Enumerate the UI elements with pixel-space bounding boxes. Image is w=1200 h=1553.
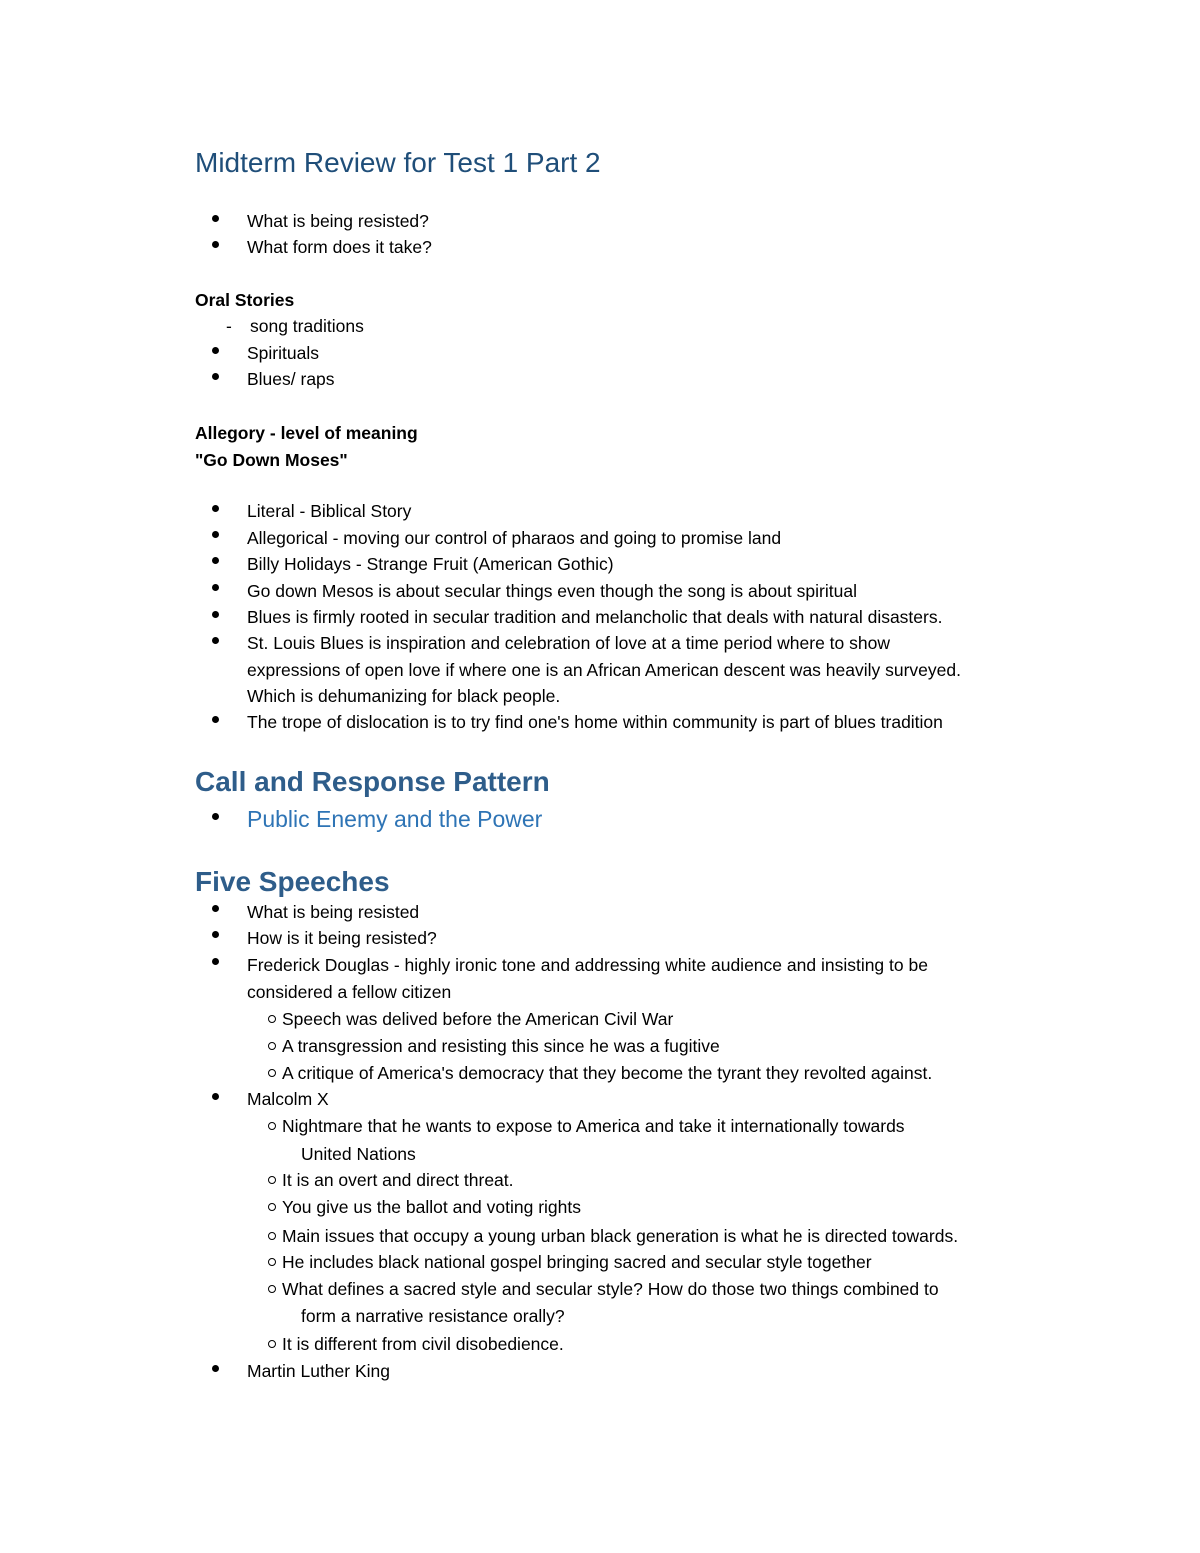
list-item: Billy Holidays - Strange Fruit (American Gothic) [247, 554, 614, 574]
section-heading-five-speeches: Five Speeches [195, 866, 390, 897]
list-item: Go down Mesos is about secular things even though the song is about spiritual [247, 581, 857, 601]
list-item: Martin Luther King [247, 1361, 390, 1381]
list-item: How is it being resisted? [247, 928, 437, 948]
bullet-icon [212, 905, 219, 912]
sub-list-item: A critique of America's democracy that they become the tyrant they revolted against. [282, 1063, 933, 1083]
bullet-icon [212, 958, 219, 965]
circle-bullet-icon [268, 1042, 276, 1050]
circle-bullet-icon [268, 1258, 276, 1266]
list-item: Allegorical - moving our control of pharaos and going to promise land [247, 528, 782, 548]
bullet-icon [212, 637, 219, 644]
list-item: Malcolm X [247, 1089, 329, 1109]
list-item-subheading: Public Enemy and the Power [247, 806, 543, 832]
section-heading-call-response: Call and Response Pattern [195, 766, 550, 797]
circle-bullet-icon [268, 1176, 276, 1184]
bullet-icon [212, 716, 219, 723]
bullet-icon [212, 215, 219, 222]
list-item: Blues/ raps [247, 369, 335, 389]
list-item-line: considered a fellow citizen [247, 982, 452, 1002]
list-item: Spirituals [247, 343, 319, 363]
sub-list-item: Speech was delived before the American Civil War [282, 1009, 674, 1029]
list-item: song traditions [250, 316, 364, 336]
bullet-icon [212, 557, 219, 564]
sub-list-item-line: Nightmare that he wants to expose to America and take it internationally towards [282, 1116, 905, 1136]
circle-bullet-icon [268, 1203, 276, 1211]
circle-bullet-icon [268, 1232, 276, 1240]
list-item-line: Which is dehumanizing for black people. [247, 686, 561, 706]
bullet-icon [212, 1093, 219, 1100]
list-item: The trope of dislocation is to try find one's home within community is part of blues tradition [247, 712, 943, 732]
bullet-icon [212, 347, 219, 354]
sub-list-item: He includes black national gospel bringing sacred and secular style together [282, 1252, 872, 1272]
bullet-icon [212, 611, 219, 618]
section-heading-oral-stories: Oral Stories [195, 290, 295, 310]
sub-list-item-line: What defines a sacred style and secular style? How do those two things combined to [282, 1279, 939, 1299]
section-heading-allegory: Allegory - level of meaning [195, 423, 418, 443]
list-item-line: expressions of open love if where one is an African American descent was heavily surveyed. [247, 660, 961, 680]
bullet-icon [212, 813, 219, 820]
bullet-icon [212, 505, 219, 512]
list-item: What is being resisted [247, 902, 420, 922]
page-title: Midterm Review for Test 1 Part 2 [195, 147, 601, 178]
list-item: Literal - Biblical Story [247, 501, 412, 521]
bullet-icon [212, 931, 219, 938]
bullet-icon [212, 531, 219, 538]
circle-bullet-icon [268, 1015, 276, 1023]
sub-list-item: Main issues that occupy a young urban black generation is what he is directed towards. [282, 1226, 959, 1246]
circle-bullet-icon [268, 1122, 276, 1130]
circle-bullet-icon [268, 1069, 276, 1077]
sub-list-item: You give us the ballot and voting rights [282, 1197, 582, 1217]
sub-list-item-line: United Nations [301, 1144, 416, 1164]
bullet-icon [212, 373, 219, 380]
circle-bullet-icon [268, 1340, 276, 1348]
section-subheading: "Go Down Moses" [195, 450, 348, 470]
list-item: What is being resisted? [247, 211, 429, 231]
sub-list-item: A transgression and resisting this since he was a fugitive [282, 1036, 720, 1056]
sub-list-item: It is different from civil disobedience. [282, 1334, 564, 1354]
sub-list-item-line: form a narrative resistance orally? [301, 1306, 565, 1326]
sub-list-item: It is an overt and direct threat. [282, 1170, 514, 1190]
list-item-line: St. Louis Blues is inspiration and celebration of love at a time period where to show [247, 633, 890, 653]
bullet-icon [212, 1365, 219, 1372]
list-item: What form does it take? [247, 237, 432, 257]
bullet-icon [212, 241, 219, 248]
circle-bullet-icon [268, 1285, 276, 1293]
dash-icon: - [226, 316, 232, 336]
list-item-line: Frederick Douglas - highly ironic tone and addressing white audience and insisting to be [247, 955, 928, 975]
list-item: Blues is firmly rooted in secular tradition and melancholic that deals with natural disasters. [247, 607, 943, 627]
bullet-icon [212, 584, 219, 591]
